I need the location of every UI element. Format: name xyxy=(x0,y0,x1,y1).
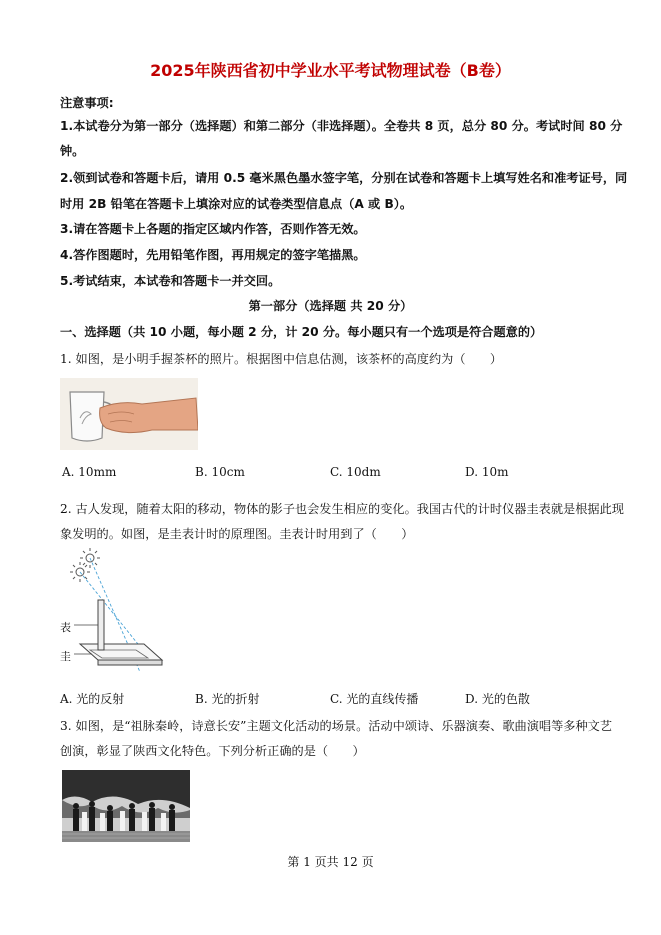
notice-item-1-line-2: 钟。 xyxy=(60,144,85,158)
q2-option-c: C. 光的直线传播 xyxy=(330,692,419,706)
q1-option-d: D. 10m xyxy=(465,465,509,479)
q2-label-gui: 圭 xyxy=(60,650,71,663)
exam-title: 2025年陕西省初中学业水平考试物理试卷（B卷） xyxy=(150,61,511,80)
q2-stem-line-1: 2. 古人发现，随着太阳的移动，物体的影子也会发生相应的变化。我国古代的计时仪器圭表就是根据此现 xyxy=(60,502,624,516)
notice-item-2-line-1: 2.领到试卷和答题卡后，请用 0.5 毫米黑色墨水签字笔，分别在试卷和答题卡上填写姓名和准考证号，同 xyxy=(60,171,628,185)
q2-label-biao: 表 xyxy=(60,621,71,634)
q3-stem-line-1: 3. 如图，是“祖脉秦岭，诗意长安”主题文化活动的场景。活动中颂诗、乐器演奏、歌曲演唱等多种文艺 xyxy=(60,719,613,733)
q3-performance-photo xyxy=(62,770,190,842)
notice-heading: 注意事项: xyxy=(60,96,114,110)
q1-option-c: C. 10dm xyxy=(330,465,381,479)
q2-option-a: A. 光的反射 xyxy=(60,692,125,706)
notice-item-5: 5.考试结束，本试卷和答题卡一并交回。 xyxy=(60,274,281,288)
section1-heading: 一、选择题（共 10 小题，每小题 2 分，计 20 分。每小题只有一个选项是符合题意的） xyxy=(60,325,543,339)
notice-item-4: 4.答作图题时，先用铅笔作图，再用规定的签字笔描黑。 xyxy=(60,248,366,262)
part1-heading: 第一部分（选择题 共 20 分） xyxy=(248,299,413,313)
q3-stem-line-2: 创演，彰显了陕西文化特色。下列分析正确的是（ ） xyxy=(60,744,365,758)
notice-item-1-line-1: 1.本试卷分为第一部分（选择题）和第二部分（非选择题）。全卷共 8 页，总分 80 分。考试时间 80 分 xyxy=(60,119,623,133)
q2-stem-line-2: 象发明的。如图，是圭表计时的原理图。圭表计时用到了（ ） xyxy=(60,527,414,541)
q1-cup-photo xyxy=(60,378,198,450)
notice-item-3: 3.请在答题卡上各题的指定区域内作答，否则作答无效。 xyxy=(60,222,366,236)
q1-option-b: B. 10cm xyxy=(195,465,245,479)
page-footer: 第 1 页共 12 页 xyxy=(287,855,374,869)
q2-option-b: B. 光的折射 xyxy=(195,692,260,706)
q2-gnomon-diagram xyxy=(58,544,166,684)
q1-option-a: A. 10mm xyxy=(62,465,117,479)
q1-stem: 1. 如图，是小明手握茶杯的照片。根据图中信息估测，该茶杯的高度约为（ ） xyxy=(60,352,503,366)
notice-item-2-line-2: 时用 2B 铅笔在答题卡上填涂对应的试卷类型信息点（A 或 B）。 xyxy=(60,197,413,211)
q2-option-d: D. 光的色散 xyxy=(465,692,530,706)
